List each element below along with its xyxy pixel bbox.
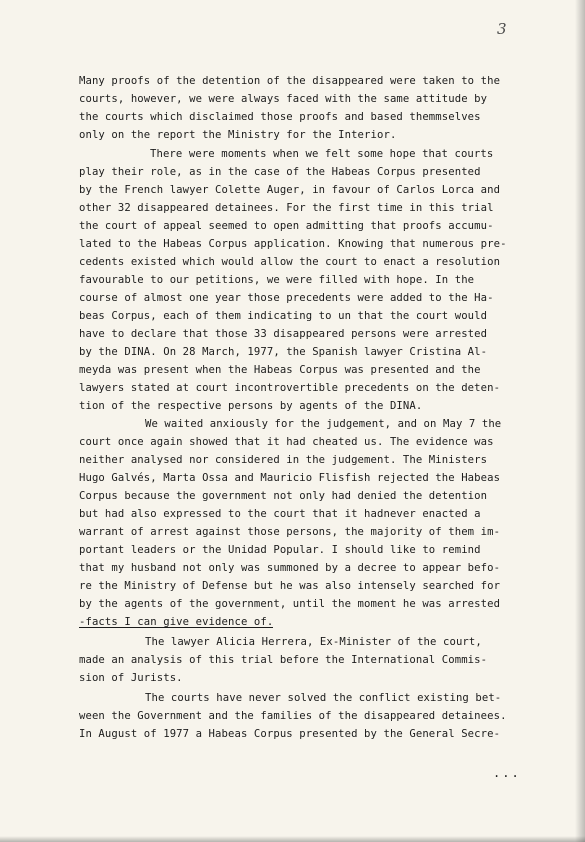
text-line: The lawyer Alicia Herrera, Ex-Minister of the court, — [145, 636, 482, 648]
text-line: re the Ministry of Defense but he was also intensely searched for — [79, 580, 501, 592]
text-line: courts, however, we were always faced with the same attitude by — [79, 93, 488, 105]
text-line: the court of appeal seemed to open admitting that proofs accumu- — [79, 220, 494, 232]
text-line: ween the Government and the families of the disappeared detainees. — [79, 710, 507, 722]
page-number: 3 — [497, 20, 507, 38]
text-line: lawyers stated at court incontrovertible precedents on the deten- — [79, 382, 501, 394]
text-line: cedents existed which would allow the court to enact a resolution — [79, 256, 501, 268]
text-line: We waited anxiously for the judgement, and on May 7 the — [145, 418, 502, 430]
text-line: Many proofs of the detention of the disappeared were taken to the — [79, 75, 501, 87]
text-line: course of almost one year those precedents were added to the Ha- — [79, 292, 494, 304]
text-line: portant leaders or the Unidad Popular. I should like to remind — [79, 544, 481, 556]
text-line: by the agents of the government, until the moment he was arrested — [79, 598, 501, 610]
text-line: lated to the Habeas Corpus application. Knowing that numerous pre- — [79, 238, 507, 250]
text-line: The courts have never solved the conflict existing bet- — [145, 692, 502, 704]
continuation-mark: ... — [493, 766, 521, 780]
text-line: sion of Jurists. — [79, 672, 183, 684]
text-line: but had also expressed to the court that it hadnever enacted a — [79, 508, 481, 520]
text-line: neither analysed nor considered in the judgement. The Ministers — [79, 454, 488, 466]
text-line: beas Corpus, each of them indicating to un that the court would — [79, 310, 488, 322]
text-line: meyda was present when the Habeas Corpus was presented and the — [79, 364, 481, 376]
underlined-text-line: -facts I can give evidence of. — [79, 616, 274, 628]
text-line: play their role, as in the case of the Habeas Corpus presented — [79, 166, 481, 178]
text-line: Corpus because the government not only had denied the detention — [79, 490, 488, 502]
text-line: the courts which disclaimed those proofs and based themmselves — [79, 111, 481, 123]
text-line: by the DINA. On 28 March, 1977, the Spanish lawyer Cristina Al- — [79, 346, 488, 358]
text-line: warrant of arrest against those persons, the majority of them im- — [79, 526, 501, 538]
text-line: In August of 1977 a Habeas Corpus presented by the General Secre- — [79, 728, 501, 740]
text-line: made an analysis of this trial before the International Commis- — [79, 654, 488, 666]
text-line: favourable to our petitions, we were filled with hope. In the — [79, 274, 475, 286]
text-line: only on the report the Ministry for the Interior. — [79, 129, 397, 141]
text-line: that my husband not only was summoned by a decree to appear befo- — [79, 562, 501, 574]
text-line: other 32 disappeared detainees. For the first time in this trial — [79, 202, 494, 214]
text-line: have to declare that those 33 disappeared persons were arrested — [79, 328, 488, 340]
text-line: court once again showed that it had cheated us. The evidence was — [79, 436, 494, 448]
text-line: by the French lawyer Colette Auger, in favour of Carlos Lorca and — [79, 184, 501, 196]
page-bottom-shadow — [0, 836, 585, 842]
text-line: tion of the respective persons by agents of the DINA. — [79, 400, 423, 412]
text-line: Hugo Galvés, Marta Ossa and Mauricio Flisfish rejected the Habeas — [79, 472, 501, 484]
text-line: There were moments when we felt some hope that courts — [150, 148, 494, 160]
page-edge-shadow — [575, 0, 585, 842]
